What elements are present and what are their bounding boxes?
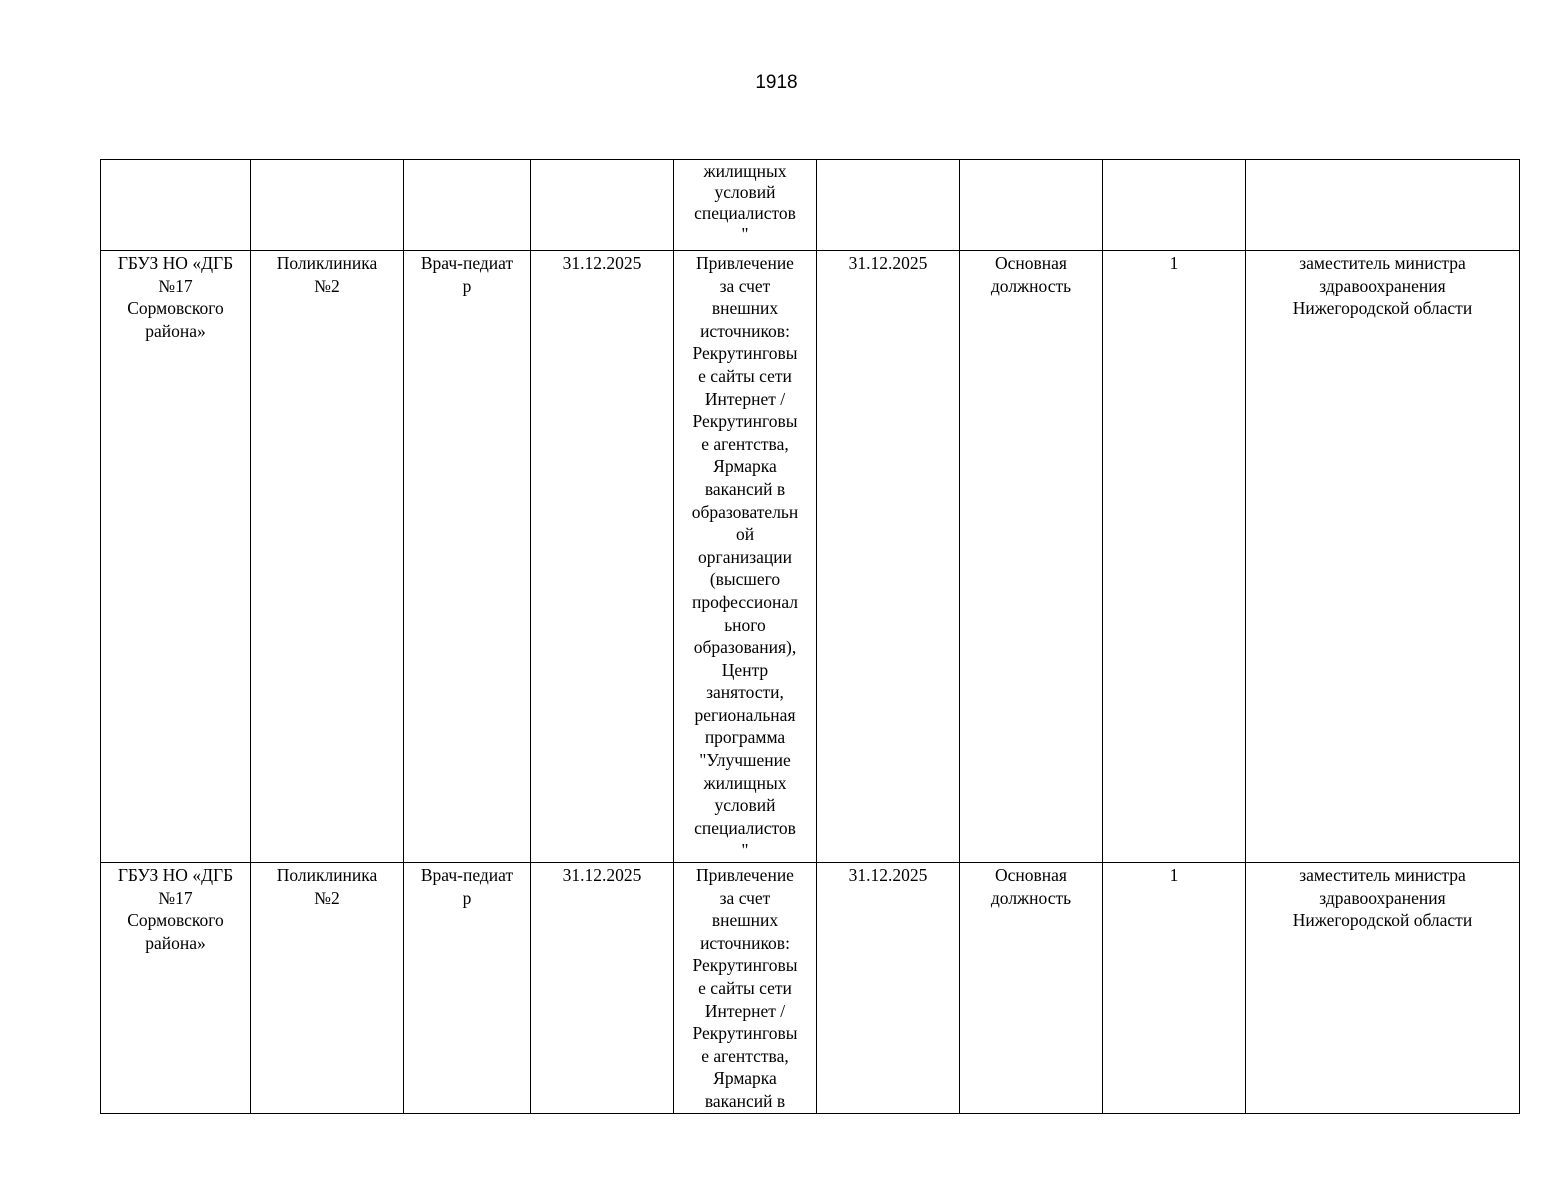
position-cell: [404, 160, 531, 251]
position-cell: Врач-педиат р: [404, 863, 531, 1114]
date-cell: 31.12.2025: [531, 251, 674, 863]
sources-cell: Привлечение за счет внешних источников: Рекрутинговы е сайты сети Интернет / Рекрутинговы е агентства, Ярмарка вакансий в: [674, 863, 817, 1114]
count-cell: [1103, 160, 1246, 251]
position-cell: Врач-педиат р: [404, 251, 531, 863]
deadline-cell: [817, 160, 960, 251]
table-row: [101, 251, 1520, 863]
sources-cell: жилищных условий специалистов ": [674, 160, 817, 251]
table-row: [101, 160, 1520, 251]
deadline-cell: 31.12.2025: [817, 251, 960, 863]
date-cell: [531, 160, 674, 251]
job-type-cell: [960, 160, 1103, 251]
sources-cell: Привлечение за счет внешних источников: Рекрутинговы е сайты сети Интернет / Рекрутинговы е агентства, Ярмарка вакансий в образовательн ой организации (высшего профессионал ьного образования), Центр занятости, региональная программа "Улучшение жилищных условий специалистов ": [674, 251, 817, 863]
table-row: [101, 863, 1520, 1114]
deadline-cell: 31.12.2025: [817, 863, 960, 1114]
unit-cell: Поликлиника №2: [251, 251, 404, 863]
responsible-cell: заместитель министра здравоохранения Нижегородской области: [1246, 863, 1520, 1114]
job-type-cell: Основная должность: [960, 863, 1103, 1114]
count-cell: 1: [1103, 863, 1246, 1114]
org-cell: [101, 160, 251, 251]
org-cell: ГБУЗ НО «ДГБ №17 Сормовского района»: [101, 863, 251, 1114]
unit-cell: Поликлиника №2: [251, 863, 404, 1114]
responsible-cell: заместитель министра здравоохранения Нижегородской области: [1246, 251, 1520, 863]
unit-cell: [251, 160, 404, 251]
date-cell: 31.12.2025: [531, 863, 674, 1114]
job-type-cell: Основная должность: [960, 251, 1103, 863]
count-cell: 1: [1103, 251, 1246, 863]
responsible-cell: [1246, 160, 1520, 251]
page-number: 1918: [755, 72, 798, 93]
org-cell: ГБУЗ НО «ДГБ №17 Сормовского района»: [101, 251, 251, 863]
staffing-table: [100, 159, 1520, 1114]
